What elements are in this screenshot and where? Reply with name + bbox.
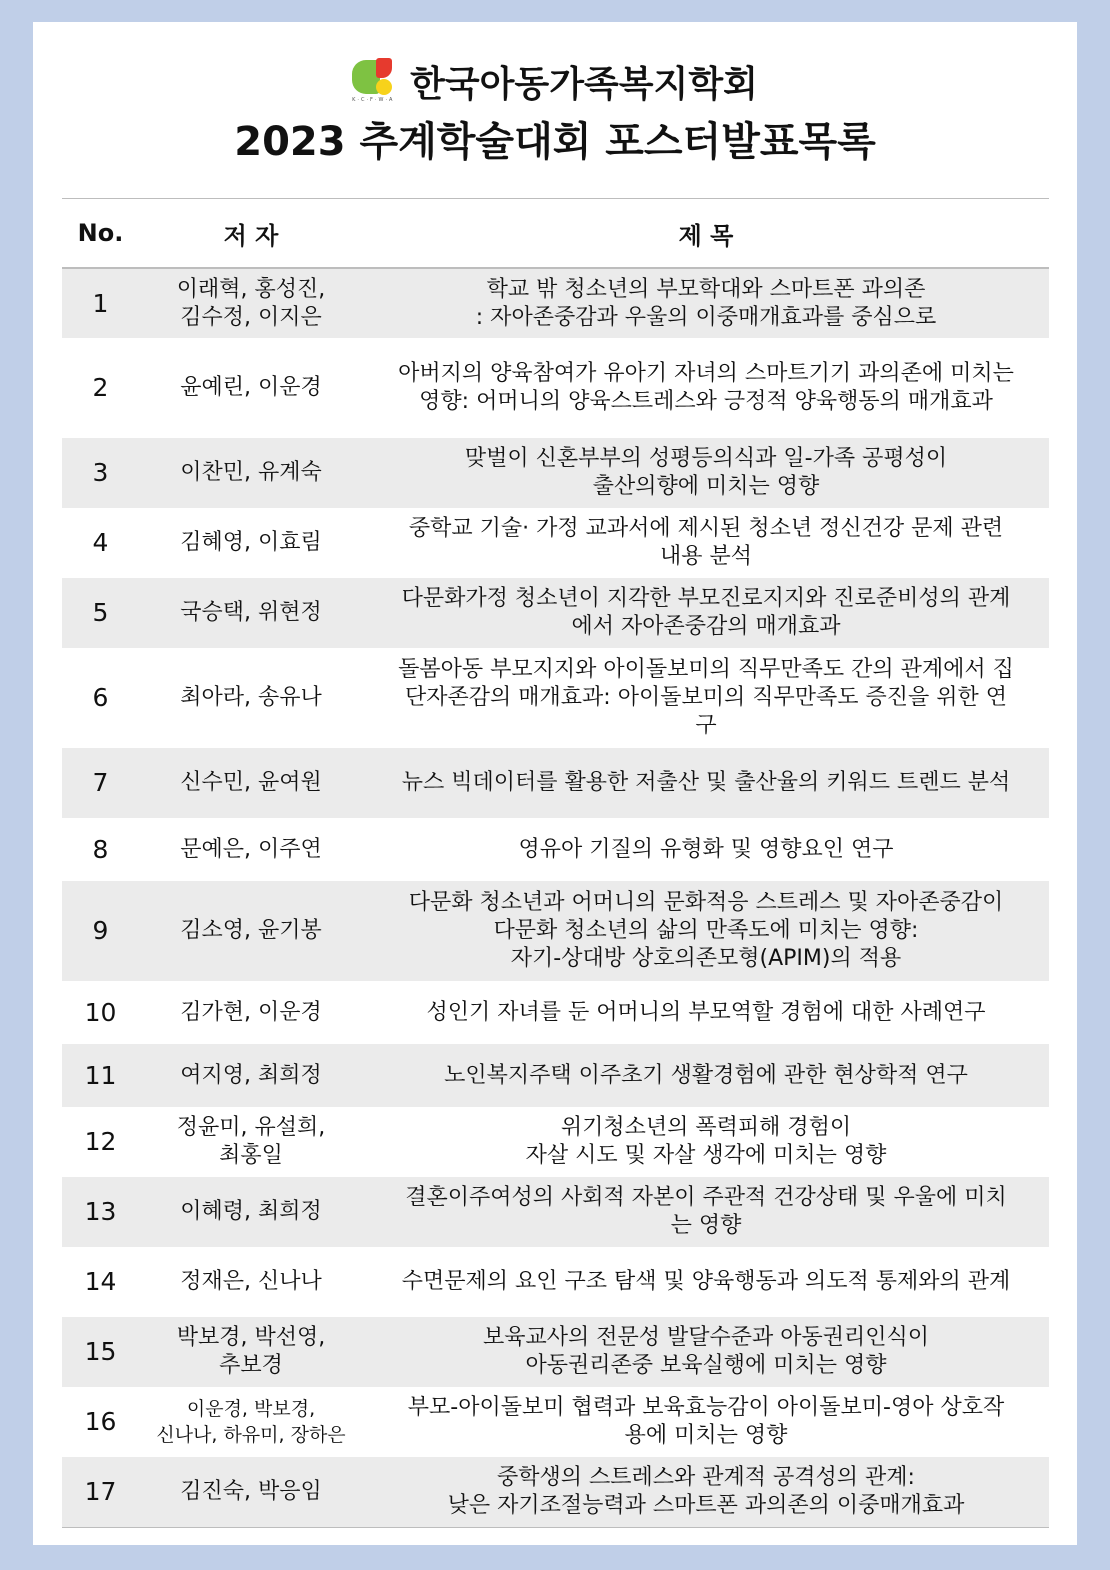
row-number: 12 xyxy=(84,1127,117,1156)
table-row xyxy=(62,818,1049,881)
row-number: 3 xyxy=(62,438,139,508)
table-header-row xyxy=(62,199,1049,269)
row-authors: 여지영, 최희정 xyxy=(139,1044,363,1107)
column-header-title: 제 목 xyxy=(363,199,1049,269)
logo-letters: K·C·F·W·A xyxy=(352,96,395,103)
row-number: 15 xyxy=(62,1317,139,1387)
poster-list-table xyxy=(62,198,1049,1528)
row-authors: 최아라, 송유나 xyxy=(180,685,322,710)
row-title: 뉴스 빅데이터를 활용한 저출산 및 출산율의 키워드 트렌드 분석 xyxy=(363,748,1049,818)
row-number: 16 xyxy=(84,1407,117,1436)
table-row xyxy=(62,1247,1049,1317)
row-authors: 국승택, 위현정 xyxy=(139,578,363,648)
row-number: 6 xyxy=(92,683,109,712)
row-authors: 김혜영, 이효림 xyxy=(180,530,322,555)
column-header-authors: 저 자 xyxy=(139,199,363,269)
row-authors: 문예은, 이주연 xyxy=(180,836,322,862)
row-title: 성인기 자녀를 둔 어머니의 부모역할 경험에 대한 사례연구 xyxy=(426,999,986,1025)
document-sheet xyxy=(33,22,1077,1545)
table-row xyxy=(62,1107,1049,1177)
row-title: 다문화 청소년과 어머니의 문화적응 스트레스 및 자아존중감이 다문화 청소년의 삶의 만족도에 미치는 영향: 자기-상대방 상호의존모형(APIM)의 적용 xyxy=(363,881,1049,981)
table-row xyxy=(62,648,1049,748)
row-authors: 김진숙, 박응임 xyxy=(139,1457,363,1527)
table-row xyxy=(62,578,1049,648)
column-header-no: No. xyxy=(62,199,139,269)
table-row xyxy=(62,1317,1049,1387)
row-number: 13 xyxy=(62,1177,139,1247)
row-authors: 이래혁, 홍성진, 김수정, 이지은 xyxy=(139,268,363,338)
table-row xyxy=(62,881,1049,981)
row-authors: 윤예린, 이운경 xyxy=(180,375,322,400)
row-number: 2 xyxy=(92,373,109,402)
row-authors: 박보경, 박선영, 추보경 xyxy=(139,1317,363,1387)
row-title: 학교 밖 청소년의 부모학대와 스마트폰 과의존 : 자아존중감과 우울의 이중매개효과를 중심으로 xyxy=(363,268,1049,338)
row-title: 영유아 기질의 유형화 및 영향요인 연구 xyxy=(518,836,894,862)
logo-red-shape xyxy=(376,58,392,78)
org-name: 한국아동가족복지학회 xyxy=(410,64,758,105)
row-title: 보육교사의 전문성 발달수준과 아동권리인식이 아동권리존중 보육실행에 미치는 영향 xyxy=(363,1317,1049,1387)
row-title: 중학생의 스트레스와 관계적 공격성의 관계: 낮은 자기조절능력과 스마트폰 과의존의 이중매개효과 xyxy=(363,1457,1049,1527)
row-authors: 이찬민, 유계숙 xyxy=(139,438,363,508)
table-row xyxy=(62,748,1049,818)
row-number: 17 xyxy=(62,1457,139,1527)
table-row xyxy=(62,1177,1049,1247)
row-authors: 신수민, 윤여원 xyxy=(139,748,363,818)
table-row xyxy=(62,1044,1049,1107)
row-title: 맞벌이 신혼부부의 성평등의식과 일-가족 공평성이 출산의향에 미치는 영향 xyxy=(363,438,1049,508)
row-authors: 이혜령, 최희정 xyxy=(139,1177,363,1247)
table-row xyxy=(62,1457,1049,1527)
row-number: 8 xyxy=(92,834,109,864)
row-title: 수면문제의 요인 구조 탐색 및 양육행동과 의도적 통제와의 관계 xyxy=(401,1269,1011,1294)
row-title: 부모-아이돌보미 협력과 보육효능감이 아이돌보미-영아 상호작 용에 미치는 영향 xyxy=(407,1395,1005,1448)
row-number: 1 xyxy=(62,268,139,338)
row-title: 노인복지주택 이주초기 생활경험에 관한 현상학적 연구 xyxy=(363,1044,1049,1107)
kcfwa-logo-icon xyxy=(352,58,400,106)
row-number: 11 xyxy=(62,1044,139,1107)
row-authors: 김소영, 윤기봉 xyxy=(139,881,363,981)
row-authors: 정윤미, 유설희, 최홍일 xyxy=(176,1115,326,1168)
logo-yellow-shape xyxy=(376,79,392,95)
table-row xyxy=(62,268,1049,338)
row-title: 위기청소년의 폭력피해 경험이 자살 시도 및 자살 생각에 미치는 영향 xyxy=(525,1115,887,1168)
row-number: 5 xyxy=(62,578,139,648)
table-row xyxy=(62,338,1049,438)
row-title: 다문화가정 청소년이 지각한 부모진로지지와 진로준비성의 관계 에서 자아존중감의 매개효과 xyxy=(363,578,1049,648)
row-title: 돌봄아동 부모지지와 아이돌보미의 직무만족도 간의 관계에서 집 단자존감의 매개효과: 아이돌보미의 직무만족도 증진을 위한 연 구 xyxy=(398,657,1014,738)
row-number: 4 xyxy=(92,528,109,557)
row-number: 10 xyxy=(84,997,117,1027)
row-number: 14 xyxy=(84,1267,117,1296)
row-authors: 김가현, 이운경 xyxy=(180,999,322,1025)
table-row xyxy=(62,438,1049,508)
row-number: 7 xyxy=(62,748,139,818)
row-number: 9 xyxy=(62,881,139,981)
page-title: 2023 추계학술대회 포스터발표목록 xyxy=(234,119,876,165)
table-row xyxy=(62,1387,1049,1457)
row-title: 중학교 기술· 가정 교과서에 제시된 청소년 정신건강 문제 관련 내용 분석 xyxy=(408,516,1004,569)
org-line xyxy=(33,56,1077,107)
table-row xyxy=(62,508,1049,578)
row-authors: 정재은, 신나나 xyxy=(180,1269,322,1294)
row-title: 아버지의 양육참여가 유아기 자녀의 스마트기기 과의존에 미치는 영향: 어머니의 양육스트레스와 긍정적 양육행동의 매개효과 xyxy=(398,361,1014,414)
row-authors: 이운경, 박보경, 신나나, 하유미, 장하은 xyxy=(156,1398,346,1446)
row-title: 결혼이주여성의 사회적 자본이 주관적 건강상태 및 우울에 미치 는 영향 xyxy=(363,1177,1049,1247)
table-row xyxy=(62,981,1049,1044)
